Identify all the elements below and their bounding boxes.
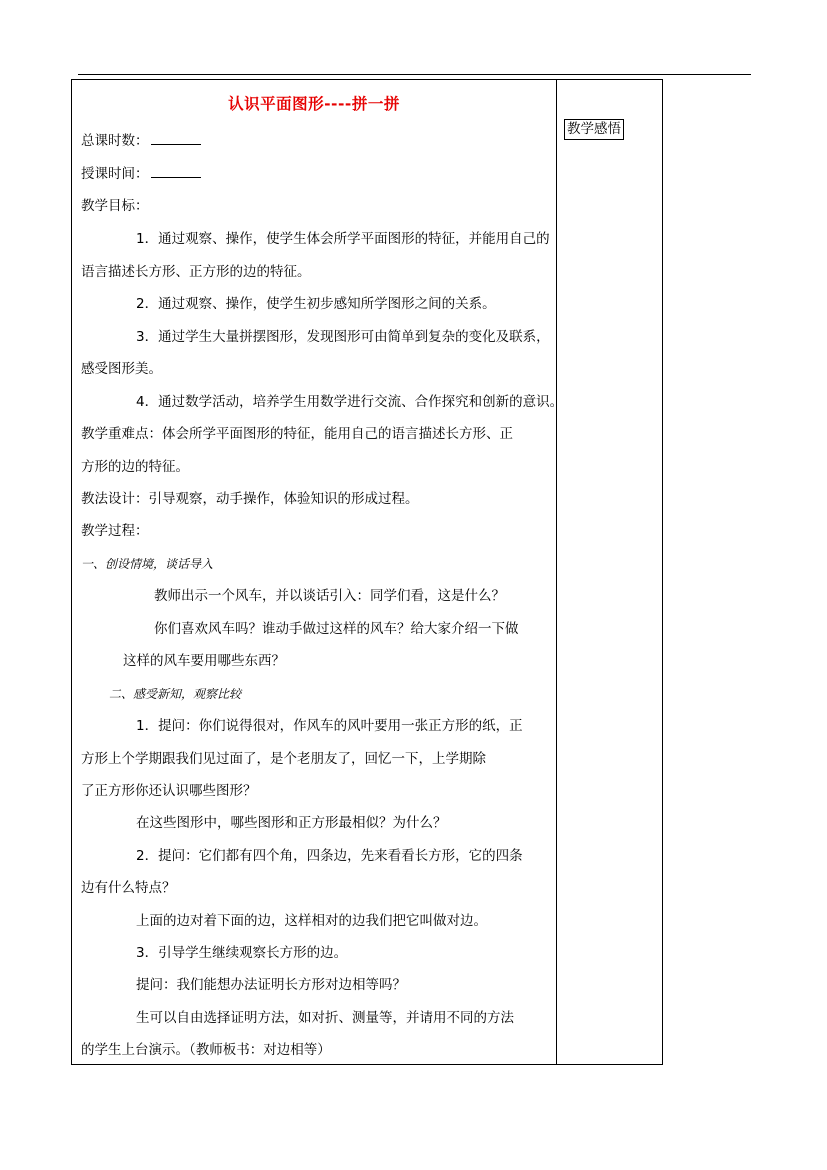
paragraph-line: 1．通过观察、操作，使学生体会所学平面图形的特征，并能用自己的 (136, 231, 550, 247)
paragraph-line: 教师出示一个风车，并以谈话引入：同学们看，这是什么？ (154, 588, 505, 604)
objectives-heading: 教学目标： (81, 198, 149, 214)
process-heading: 教学过程： (81, 523, 149, 539)
paragraph-line: 上面的边对着下面的边，这样相对的边我们把它叫做对边。 (136, 913, 487, 929)
paragraph-line: 在这些图形中，哪些图形和正方形最相似？为什么？ (136, 815, 447, 831)
total-hours-blank (151, 132, 201, 145)
lesson-title: 认识平面图形----拼一拼 (228, 95, 400, 113)
paragraph-line: 方形上个学期跟我们见过面了，是个老朋友了，回忆一下，上学期除 (81, 751, 486, 767)
paragraph-line: 语言描述长方形、正方形的边的特征。 (81, 264, 311, 280)
reflection-cell (556, 80, 663, 1064)
teach-time-field (81, 165, 201, 183)
total-hours-label: 总课时数： (81, 133, 149, 149)
paragraph-line: 方形的边的特征。 (81, 459, 189, 475)
teach-time-blank (151, 165, 201, 178)
paragraph-line: 的学生上台演示。（教师板书：对边相等） (81, 1042, 331, 1058)
paragraph-line: 4．通过数学活动，培养学生用数学进行交流、合作探究和创新的意识。 (136, 394, 564, 410)
section-heading: 二、感受新知，观察比较 (109, 687, 242, 701)
lesson-plan-table (71, 79, 663, 1065)
teach-time-label: 授课时间： (81, 166, 149, 182)
paragraph-line: 你们喜欢风车吗？谁动手做过这样的风车？给大家介绍一下做 (154, 621, 519, 637)
header-rule (78, 74, 751, 75)
paragraph-line: 提问：我们能想办法证明长方形对边相等吗？ (136, 977, 406, 993)
reflection-label: 教学感悟 (564, 119, 624, 140)
paragraph-line: 3．通过学生大量拼摆图形，发现图形可由简单到复杂的变化及联系， (136, 329, 550, 345)
key-points-line: 教学重难点：体会所学平面图形的特征，能用自己的语言描述长方形、正 (81, 426, 513, 442)
paragraph-line: 2．提问：它们都有四个角，四条边，先来看看长方形，它的四条 (136, 848, 523, 864)
paragraph-line: 边有什么特点？ (81, 880, 176, 896)
paragraph-line: 3．引导学生继续观察长方形的边。 (136, 945, 348, 961)
main-content-cell (72, 80, 564, 1064)
paragraph-line: 生可以自由选择证明方法，如对折、测量等，并请用不同的方法 (136, 1010, 514, 1026)
paragraph-line: 1．提问：你们说得很对，作风车的风叶要用一张正方形的纸，正 (136, 718, 523, 734)
total-hours-field (81, 132, 201, 150)
paragraph-line: 了正方形你还认识哪些图形？ (81, 783, 257, 799)
paragraph-line: 这样的风车要用哪些东西？ (123, 653, 285, 669)
paragraph-line: 2．通过观察、操作，使学生初步感知所学图形之间的关系。 (136, 296, 496, 312)
section-heading: 一、创设情境，谈话导入 (81, 557, 214, 571)
method-line: 教法设计：引导观察，动手操作，体验知识的形成过程。 (81, 491, 419, 507)
paragraph-line: 感受图形美。 (81, 361, 162, 377)
